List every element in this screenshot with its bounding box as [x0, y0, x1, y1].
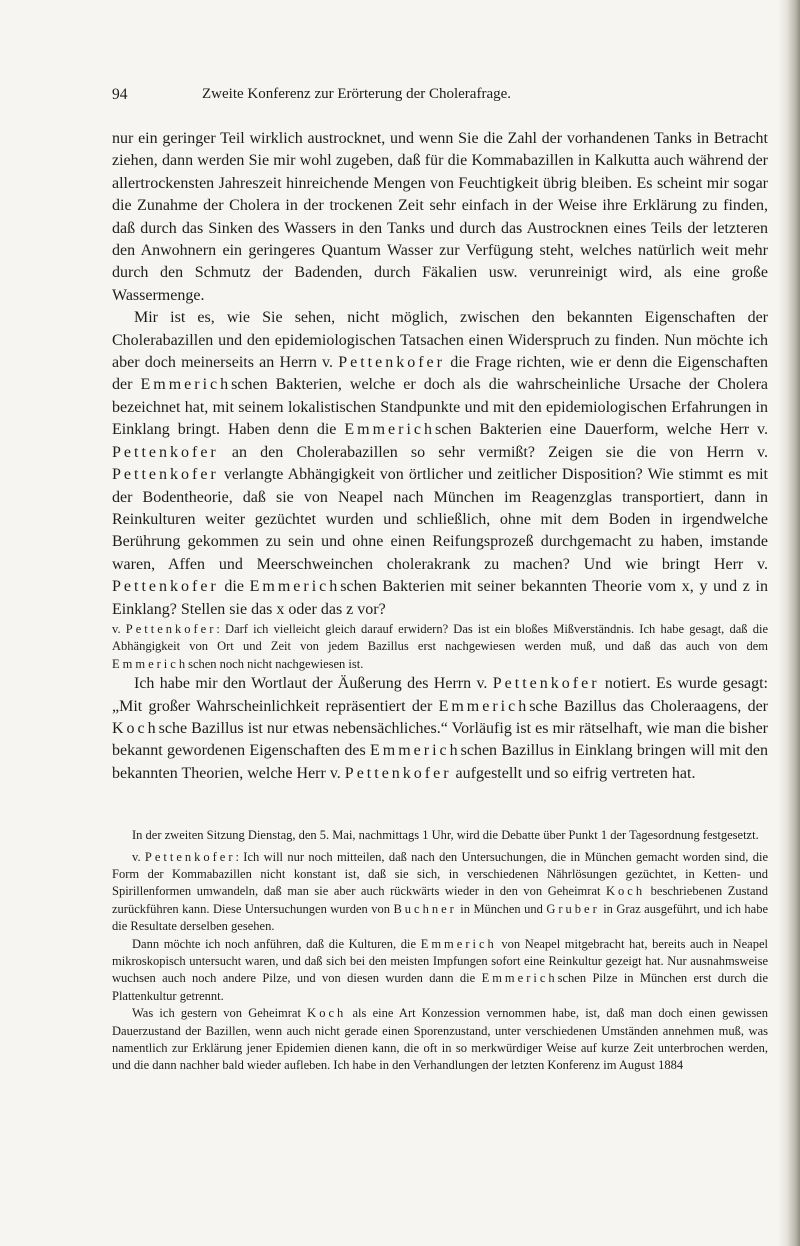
spaced-name: Koch	[307, 1006, 347, 1021]
paragraph	[112, 1005, 768, 1075]
spaced-name: Pettenkofer	[338, 354, 445, 372]
spaced-name: Pettenkofer	[492, 675, 600, 693]
text-run: Mir ist es, wie Sie sehen, nicht möglich, zwischen den bekannten Eigenschaften der Cholerabazillen und den epidemiologischen Tatsachen einen Widerspruch zu finden. Nun möchte ich aber doch meinerseits an Herrn v.	[112, 309, 768, 372]
spaced-name: Emmerich	[369, 742, 461, 760]
text-run: schen noch nicht nachgewiesen ist.	[188, 656, 364, 671]
spaced-name: Pettenkofer	[125, 621, 217, 636]
text-run: v.	[112, 621, 126, 636]
text-run: an den Cholerabazillen so sehr vermißt? Zeigen sie die von Herrn v.	[218, 443, 768, 461]
text-run: : Ich will nur noch mitteilen, daß nach den Untersuchungen, die in München gemacht worden sind, die Form der Kommabazillen nicht konstant ist, daß sie sich, in verschiedenen Nährlösungen gezüchtet, in Ketten- und Spirillenformen umwandeln, daß man sie aber auch rückwärts wieder in den von Geheimrat	[112, 849, 768, 899]
spaced-name: Pettenkofer	[112, 578, 219, 596]
text-run: die	[218, 578, 250, 596]
spaced-name: Emmerich	[481, 971, 558, 986]
text-run: schen Bakterien mit seiner bekannten Theorie vom x, y und z in Einklang? Stellen sie das x oder das z vor?	[112, 578, 768, 618]
spaced-name: Koch	[112, 719, 159, 737]
spaced-name: Emmerich	[140, 376, 232, 394]
spaced-name: Emmerich	[112, 656, 189, 671]
text-run: schen Bakterien eine Dauerform, welche Herr v.	[435, 421, 768, 439]
text-run: in München und	[456, 901, 547, 916]
interjection-paragraph	[112, 621, 768, 673]
text-run: v.	[132, 849, 145, 864]
running-title: Zweite Konferenz zur Erörterung der Cholerafrage.	[202, 86, 512, 102]
spaced-name: Gruber	[546, 901, 600, 916]
text-run: von Neapel mitgebracht hat, bereits auch in Neapel mikroskopisch untersucht waren, und daß sich bei den meisten Impfungen sofort eine Reinkultur gezeigt hat. Nur ausnahmsweise wuchsen auch noch andere Pilze, und von diesen wurden dann die	[112, 936, 768, 986]
text-run: schen Bazillus in Einklang bringen will mit den bekannten Theorien, welche Herr v.	[112, 742, 768, 782]
spaced-name: Emmerich	[438, 697, 530, 715]
text-run: sche Bazillus ist nur etwas nebensächliches.“ Vorläufig ist es mir rätselhaft, wie man die bisher bekannt gewordenen Eigenschaften des	[112, 719, 768, 760]
paragraph	[112, 673, 768, 785]
spaced-name: Emmerich	[344, 421, 435, 439]
paragraph	[112, 307, 768, 621]
book-spine-shadow	[778, 0, 800, 1246]
text-run: In der zweiten Sitzung Dienstag, den 5. Mai, nachmittags 1 Uhr, wird die Debatte über Punkt 1 der Tagesordnung festgesetzt.	[132, 828, 759, 843]
text-run: Was ich gestern von Geheimrat	[132, 1006, 308, 1021]
paragraph	[112, 936, 768, 1006]
text-run: aufgestellt und so eifrig vertreten hat.	[451, 764, 696, 782]
page-number: 94	[112, 86, 128, 103]
spaced-name: Buchner	[393, 901, 457, 916]
body-text	[112, 128, 768, 1075]
spaced-name: Pettenkofer	[112, 466, 219, 484]
text-run: schen Pilze in München erst durch die Plattenkultur getrennt.	[112, 971, 768, 1003]
text-run: verlangte Abhängigkeit von örtlicher und zeitlicher Disposition? Wie stimmt es mit der Bodentheorie, daß sie von Neapel nach München im Reagenzglas transportiert, dann in Reinkulturen weiter gezüchtet wurden und schließlich, ohne mit dem Boden in irgendwelche Berührung gekommen zu sein und ohne einen Reifungsprozeß durchgemacht zu haben, imstande waren, Affen und Meerschweinchen cholerakrank zu machen? Und wie bringt Herr v.	[112, 466, 768, 573]
spaced-name: Emmerich	[420, 936, 497, 951]
text-run: als eine Art Konzession vernommen habe, ist, daß man doch einen gewissen Dauerzustand der Bazillen, wenn auch nicht gerade einen Sporenzustand, unter verschiedenen Umständen annehmen muß, was namentlich zur Erklärung jener Epidemien dienen kann, die oft in so merkwürdiger Weise auf kurze Zeit unterbrochen werden, und die dann nachher bald wieder aufleben. Ich habe in den Verhandlungen der letzten Konferenz im August 1884	[112, 1006, 768, 1073]
text-run: beschriebenen Zustand zurückführen kann. Diese Untersuchungen wurden von	[112, 884, 768, 916]
session-note	[112, 827, 768, 844]
paragraph	[112, 128, 768, 307]
section-gap	[112, 785, 768, 827]
page-header	[112, 86, 768, 110]
text-run: : Darf ich vielleicht gleich darauf erwidern? Das ist ein bloßes Mißverständnis. Ich habe gesagt, daß die Abhängigkeit von Ort und Zeit von jedem Bazillus erst nachgewiesen werden muß, und daß das auch von dem	[112, 621, 768, 654]
text-run: Dann möchte ich noch anführen, daß die Kulturen, die	[132, 936, 421, 951]
text-run: notiert. Es wurde gesagt: „Mit großer Wahrscheinlichkeit repräsentiert der	[112, 675, 769, 715]
spaced-name: Koch	[606, 884, 646, 899]
paragraph	[112, 849, 768, 936]
text-run: sche Bazillus das Choleraagens, der	[529, 697, 769, 715]
spaced-name: Emmerich	[249, 578, 341, 596]
text-run: nur ein geringer Teil wirklich austrocknet, und wenn Sie die Zahl der vorhandenen Tanks in Betracht ziehen, dann werden Sie mir wohl zugeben, daß für die Kommabazillen in Kalkutta auch während der allertrockensten Jahreszeit hinreichende Mengen von Feuchtigkeit übrig bleiben. Es scheint mir sogar die Zunahme der Cholera in der trockenen Zeit sehr einfach in der Weise ihre Erklärung zu finden, daß durch das Sinken des Wassers in den Tanks und durch das Austrocknen eines Teils der letzteren den Anwohnern ein geringeres Quantum Wasser zur Verfügung steht, welches natürlich weit mehr durch den Schmutz der Badenden, durch Fäkalien usw. verunreinigt wird, als eine große Wassermenge.	[112, 130, 768, 304]
spaced-name: Pettenkofer	[144, 849, 236, 864]
text-run: schen Bakterien, welche er doch als die wahrscheinliche Ursache der Cholera bezeichnet hat, mit seinem lokalistischen Standpunkte und mit den epidemiologischen Erfahrungen in Einklang bringt. Haben denn die	[112, 376, 768, 439]
text-run: Ich habe mir den Wortlaut der Äußerung des Herrn v.	[134, 675, 493, 693]
text-run: in Graz ausgeführt, und ich habe die Resultate derselben gesehen.	[112, 901, 768, 934]
spaced-name: Pettenkofer	[344, 764, 452, 782]
text-run: die Frage richten, wie er denn die Eigenschaften der	[112, 354, 768, 394]
spaced-name: Pettenkofer	[112, 443, 219, 461]
